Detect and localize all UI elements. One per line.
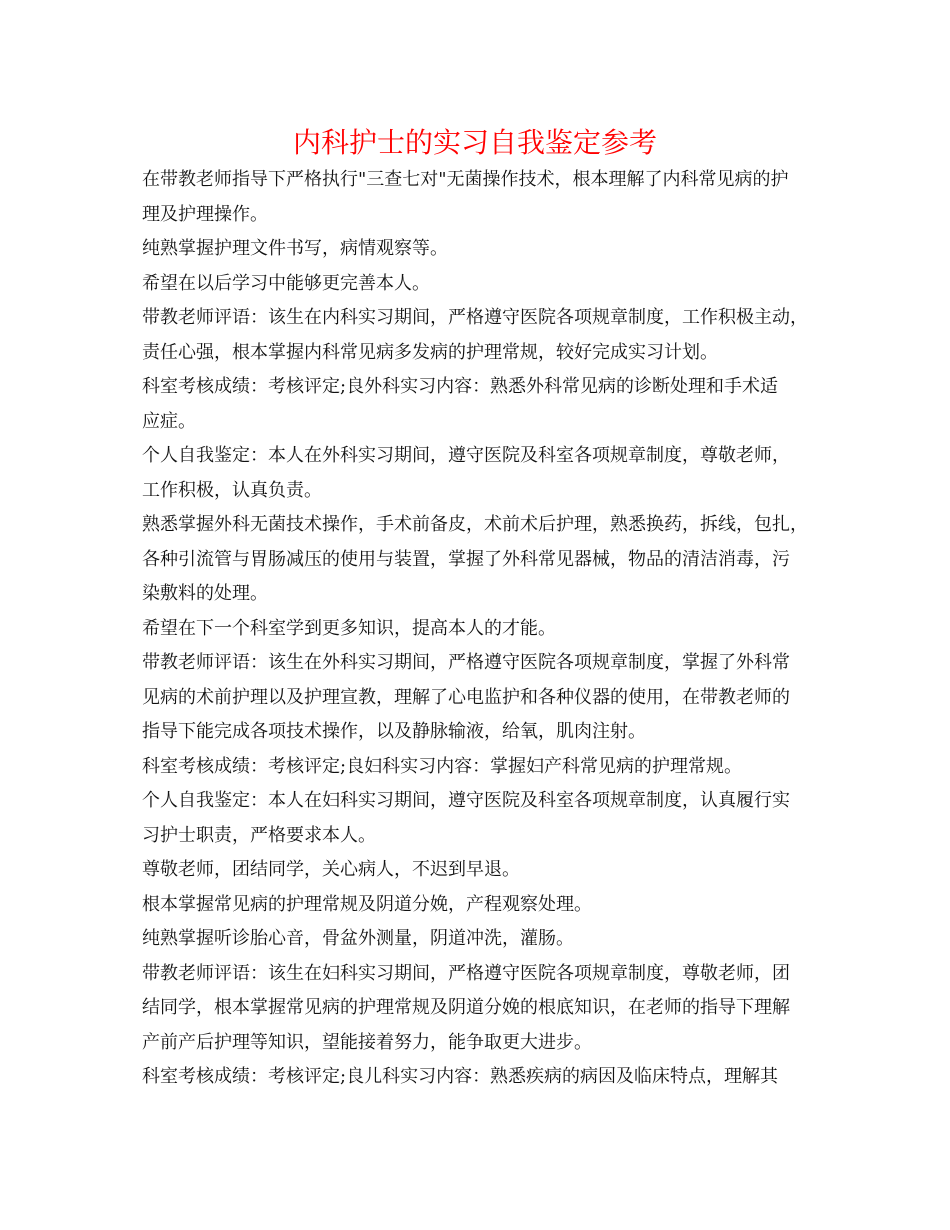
body-line: 产前产后护理等知识，望能接着努力，能争取更大进步。: [142, 1031, 592, 1053]
body-line: 责任心强，根本掌握内科常见病多发病的护理常规，较好完成实习计划。: [142, 341, 718, 363]
body-line: 希望在下一个科室学到更多知识，提高本人的才能。: [142, 617, 556, 639]
body-line: 理及护理操作。: [142, 203, 268, 225]
document-title: 内科护士的实习自我鉴定参考: [292, 126, 657, 159]
body-line: 个人自我鉴定：本人在妇科实习期间，遵守医院及科室各项规章制度，认真履行实: [142, 790, 790, 811]
body-line: 科室考核成绩：考核评定;良儿科实习内容：熟悉疾病的病因及临床特点，理解其: [142, 1066, 779, 1087]
body-line: 个人自我鉴定：本人在外科实习期间，遵守医院及科室各项规章制度，尊敬老师，: [142, 445, 790, 466]
body-line: 染敷料的处理。: [142, 583, 268, 604]
body-line: 纯熟掌握护理文件书写，病情观察等。: [142, 238, 448, 259]
body-line: 习护士职责，严格要求本人。: [142, 824, 376, 846]
body-line: 科室考核成绩：考核评定;良妇科实习内容：掌握妇产科常见病的护理常规。: [142, 755, 743, 777]
body-line: 在带教老师指导下严格执行"三查七对"无菌操作技术，根本理解了内科常见病的护: [142, 169, 789, 190]
body-line: 尊敬老师，团结同学，关心病人，不迟到早退。: [142, 859, 520, 880]
body-line: 见病的术前护理以及护理宣教，理解了心电监护和各种仪器的使用，在带教老师的: [142, 686, 790, 708]
body-line: 带教老师评语：该生在外科实习期间，严格遵守医院各项规章制度，掌握了外科常: [142, 652, 790, 673]
body-line: 纯熟掌握听诊胎心音，骨盆外测量，阴道冲洗，灌肠。: [142, 928, 574, 949]
body-line: 带教老师评语：该生在内科实习期间，严格遵守医院各项规章制度，工作积极主动，: [142, 307, 808, 328]
body-line: 各种引流管与胃肠减压的使用与装置，掌握了外科常见器械，物品的清洁消毒，污: [142, 548, 790, 570]
body-line: 应症。: [142, 410, 196, 432]
body-line: 带教老师评语：该生在妇科实习期间，严格遵守医院各项规章制度，尊敬老师，团: [142, 962, 790, 984]
body-line: 希望在以后学习中能够更完善本人。: [142, 272, 430, 294]
body-line: 熟悉掌握外科无菌技术操作，手术前备皮，术前术后护理，熟悉换药，拆线，包扎，: [142, 514, 808, 535]
document-body: [142, 163, 822, 1095]
body-line: 工作积极，认真负责。: [142, 479, 322, 501]
body-line: 指导下能完成各项技术操作，以及静脉输液，给氧，肌肉注射。: [142, 721, 646, 742]
body-line: 科室考核成绩：考核评定;良外科实习内容：熟悉外科常见病的诊断处理和手术适: [142, 376, 779, 397]
body-line: 根本掌握常见病的护理常规及阴道分娩，产程观察处理。: [142, 893, 592, 915]
body-line: 结同学，根本掌握常见病的护理常规及阴道分娩的根底知识，在老师的指导下理解: [142, 997, 790, 1018]
